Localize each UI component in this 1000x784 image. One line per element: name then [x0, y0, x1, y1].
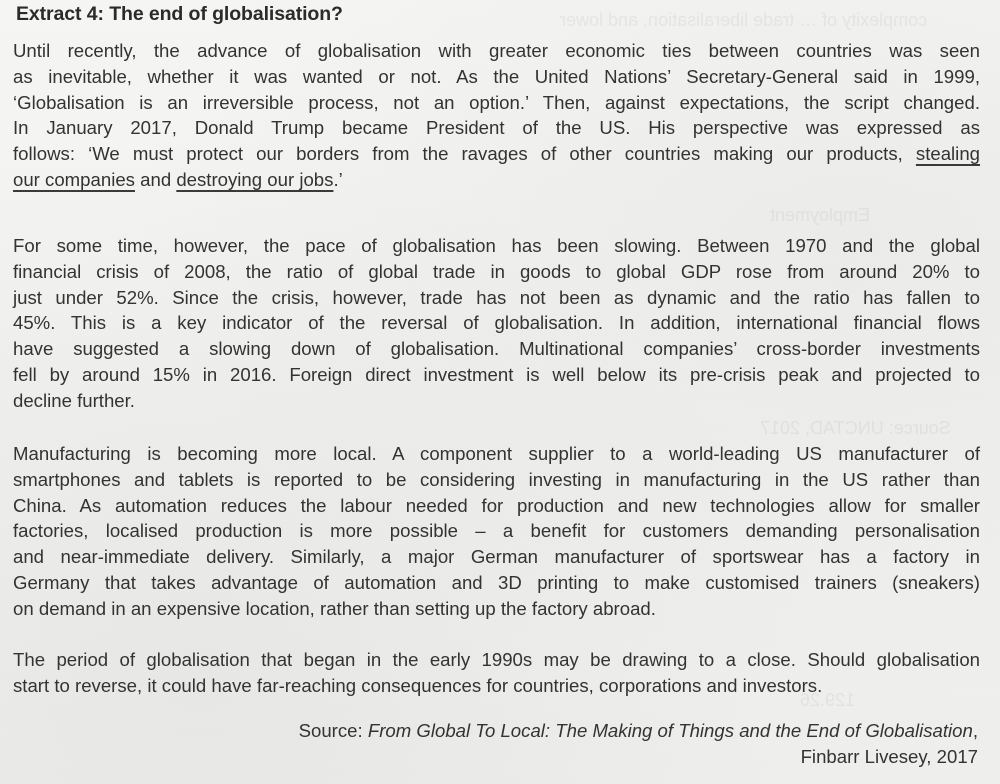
paragraph-line: Germany that takes advantage of automation and 3D printing to make customised trainers (sneakers)	[13, 571, 980, 593]
extract-title: Extract 4: The end of globalisation?	[16, 3, 343, 25]
paragraph-line: ‘Globalisation is an irreversible process, not an option.’ Then, against expectations, the script changed.	[13, 91, 980, 113]
paragraph-line	[13, 167, 980, 193]
source-author-year: Finbarr Livesey, 2017	[800, 745, 978, 767]
paragraph-2	[13, 233, 980, 414]
show-through-text: complexity of … trade liberalisation, and lower	[560, 10, 928, 30]
source-line-1	[299, 718, 978, 744]
paragraph-line: Manufacturing is becoming more local. A component supplier to a world-leading US manufacturer of	[13, 443, 980, 464]
handwritten-underline-destroying-our-jobs: destroying our jobs	[176, 168, 334, 190]
paragraph-line: as inevitable, whether it was wanted or not. As the United Nations’ Secretary-General said in 1999,	[13, 65, 980, 87]
paragraph-line: For some time, however, the pace of globalisation has been slowing. Between 1970 and the global	[13, 235, 980, 256]
paragraph-line: smartphones and tablets is reported to be considering investing in manufacturing in the US rather than	[13, 468, 980, 490]
show-through-text: Source: UNCTAD, 2017	[760, 418, 951, 438]
paragraph-line: financial crisis of 2008, the ratio of global trade in goods to global GDP rose from around 20% to	[13, 260, 980, 282]
paragraph-1	[13, 38, 980, 193]
paragraph-line: In January 2017, Donald Trump became President of the US. His perspective was expressed as	[13, 117, 980, 139]
paragraph-line	[13, 141, 980, 167]
paragraph-line: decline further.	[13, 389, 135, 411]
paragraph-line: start to reverse, it could have far-reaching consequences for countries, corporations and investors.	[13, 674, 823, 696]
paragraph-line: China. As automation reduces the labour needed for production and new technologies allow for smaller	[13, 494, 980, 516]
paragraph-4	[13, 647, 980, 699]
paragraph-line: have suggested a slowing down of globalisation. Multinational companies’ cross-border investments	[13, 338, 980, 360]
paragraph-line: The period of globalisation that began in the early 1990s may be drawing to a close. Should globalisation	[13, 649, 980, 670]
show-through-text: Employment	[770, 205, 871, 225]
quote-text: follows: ‘We must protect our borders from the ravages of other countries making our products,	[13, 143, 916, 165]
paragraph-line: 45%. This is a key indicator of the reversal of globalisation. In addition, international financial flows	[13, 312, 980, 334]
quote-text: .’	[333, 168, 343, 190]
paragraph-3	[13, 441, 980, 622]
paragraph-line: factories, localised production is more possible – a benefit for customers demanding personalisation	[13, 520, 980, 542]
handwritten-underline-stealing: stealing	[915, 143, 980, 165]
source-title: From Global To Local: The Making of Things and the End of Globalisation	[367, 720, 973, 741]
source-comma: ,	[972, 720, 978, 741]
paragraph-line: Until recently, the advance of globalisation with greater economic ties between countries was seen	[13, 40, 980, 61]
paragraph-line: just under 52%. Since the crisis, however, trade has not been as dynamic and the ratio has fallen to	[13, 286, 980, 308]
paragraph-line: on demand in an expensive location, rather than setting up the factory abroad.	[13, 597, 656, 619]
source-citation	[299, 718, 978, 770]
paragraph-line: and near-immediate delivery. Similarly, a major German manufacturer of sportswear has a factory in	[13, 546, 980, 568]
source-label: Source:	[298, 720, 368, 741]
handwritten-underline-our-companies: our companies	[13, 168, 135, 190]
quote-text: and	[134, 168, 177, 190]
paragraph-line: fell by around 15% in 2016. Foreign direct investment is well below its pre-crisis peak and projected to	[13, 363, 980, 385]
show-through-text: 129.26	[800, 690, 856, 710]
